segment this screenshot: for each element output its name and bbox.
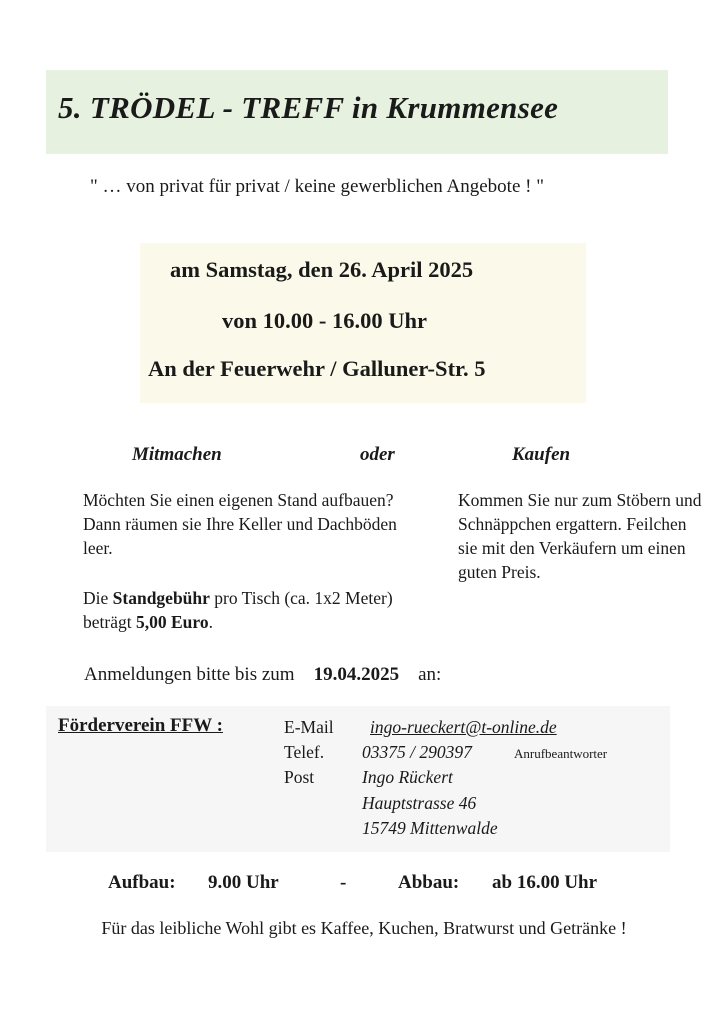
- event-date: am Samstag, den 26. April 2025: [170, 257, 474, 282]
- phone-number: 03375 / 290397: [362, 742, 472, 762]
- kaufen-paragraph: Kommen Sie nur zum Stöbern und Schnäppchen ergattern. Feilchen sie mit den Verkäufern um einen guten Preis.: [458, 490, 702, 582]
- registration-text: Anmeldungen bitte bis zum: [84, 664, 295, 685]
- mitmachen-paragraph: Möchten Sie einen eigenen Stand aufbauen? Dann räumen sie Ihre Keller und Dachböden leer.: [83, 490, 397, 558]
- registration-suffix: an:: [418, 664, 442, 685]
- page-title: 5. TRÖDEL - TREFF in Krummensee: [58, 90, 559, 125]
- contact-city: 15749 Mittenwalde: [362, 818, 498, 838]
- contact-street: Hauptstrasse 46: [362, 793, 477, 813]
- fee-paragraph: [83, 586, 413, 634]
- teardown-time: ab 16.00 Uhr: [492, 872, 598, 893]
- heading-kaufen: Kaufen: [512, 444, 571, 465]
- times-separator: -: [340, 872, 347, 893]
- phone-label: Telef.: [284, 742, 325, 762]
- email-link[interactable]: ingo-rueckert@t-online.de: [370, 717, 557, 737]
- fee-middle: pro Tisch (ca. 1x2 Meter) beträgt: [83, 588, 393, 632]
- registration-line: [84, 664, 441, 686]
- fee-suffix: .: [208, 612, 213, 632]
- food-note: Für das leibliche Wohl gibt es Kaffee, Kuchen, Bratwurst und Getränke !: [101, 918, 627, 938]
- phone-note: Anrufbeantworter: [514, 746, 608, 761]
- setup-time: 9.00 Uhr: [208, 872, 279, 893]
- organizer-name: Förderverein FFW :: [58, 715, 223, 736]
- fee-amount: 5,00 Euro: [135, 612, 209, 632]
- fee-prefix: Die: [83, 588, 113, 608]
- heading-mitmachen: Mitmachen: [132, 444, 222, 465]
- event-time: von 10.00 - 16.00 Uhr: [222, 308, 428, 333]
- registration-deadline: 19.04.2025: [313, 664, 400, 685]
- email-label: E-Mail: [284, 717, 334, 737]
- teardown-label: Abbau:: [398, 872, 460, 893]
- setup-label: Aufbau:: [108, 872, 176, 893]
- event-location: An der Feuerwehr / Galluner-Str. 5: [148, 356, 486, 381]
- fee-term: Standgebühr: [112, 588, 210, 608]
- subtitle: " … von privat für privat / keine gewerblichen Angebote ! ": [90, 176, 544, 197]
- post-label: Post: [284, 767, 315, 787]
- contact-name: Ingo Rückert: [362, 767, 453, 787]
- heading-oder: oder: [360, 444, 395, 465]
